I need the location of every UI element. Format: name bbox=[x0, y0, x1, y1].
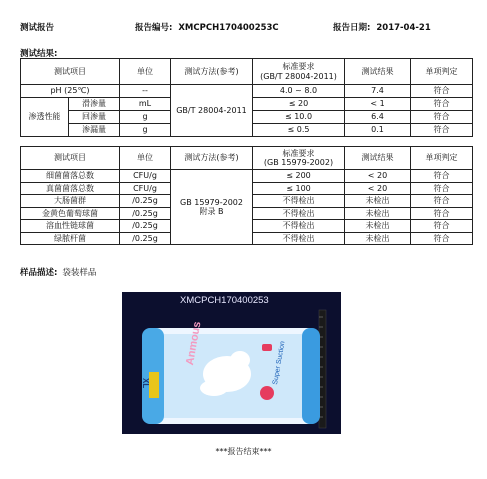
diaper-package-image bbox=[122, 292, 341, 434]
row-item: 细菌菌落总数 bbox=[21, 170, 120, 183]
report-number: XMCPCH170400253C bbox=[178, 23, 279, 33]
row-method bbox=[171, 170, 253, 245]
col-header-unit: 单位 bbox=[120, 59, 171, 85]
row-unit: /0.25g bbox=[120, 195, 171, 208]
col-header-requirement bbox=[253, 59, 345, 85]
sample-text: 袋装样品 bbox=[62, 268, 97, 278]
sample-photo bbox=[122, 292, 341, 434]
row-requirement: 不得检出 bbox=[253, 207, 345, 220]
col-header-item: 测试项目 bbox=[21, 59, 120, 85]
col-header-requirement bbox=[253, 147, 345, 170]
row-verdict: 符合 bbox=[411, 195, 473, 208]
row-unit: /0.25g bbox=[120, 220, 171, 233]
row-item: 大肠菌群 bbox=[21, 195, 120, 208]
row-verdict: 符合 bbox=[411, 220, 473, 233]
col-header-item: 测试项目 bbox=[21, 147, 120, 170]
row-result: < 20 bbox=[345, 170, 411, 183]
results-table-physical bbox=[20, 58, 473, 137]
row-verdict: 符合 bbox=[411, 124, 473, 137]
row-item: 溶血性链球菌 bbox=[21, 220, 120, 233]
row-requirement: ≤ 100 bbox=[253, 182, 345, 195]
row-item: 回渗量 bbox=[69, 111, 120, 124]
row-unit: -- bbox=[120, 85, 171, 98]
report-title: 测试报告 bbox=[20, 23, 55, 33]
package-size: XL bbox=[141, 378, 150, 389]
col-header-unit: 单位 bbox=[120, 147, 171, 170]
table-header-row bbox=[21, 59, 473, 85]
row-requirement: ≤ 20 bbox=[253, 98, 345, 111]
row-requirement: ≤ 200 bbox=[253, 170, 345, 183]
results-table-microbial bbox=[20, 146, 473, 245]
row-verdict: 符合 bbox=[411, 232, 473, 245]
row-result: 6.4 bbox=[345, 111, 411, 124]
col-header-verdict: 单项判定 bbox=[411, 59, 473, 85]
row-requirement: ≤ 10.0 bbox=[253, 111, 345, 124]
col-header-result: 测试结果 bbox=[345, 59, 411, 85]
report-date-block bbox=[333, 21, 431, 33]
method-line-1: GB 15979-2002 bbox=[180, 197, 243, 207]
row-result: 未检出 bbox=[345, 207, 411, 220]
row-requirement: 不得检出 bbox=[253, 220, 345, 233]
row-item: 渗漏量 bbox=[69, 124, 120, 137]
requirement-label: 标准要求 bbox=[282, 62, 315, 72]
report-number-label: 报告编号: bbox=[135, 23, 173, 33]
sample-label: 样品描述: bbox=[20, 268, 58, 278]
table-row bbox=[21, 170, 473, 183]
row-group: 渗透性能 bbox=[21, 98, 69, 137]
row-result: 0.1 bbox=[345, 124, 411, 137]
row-verdict: 符合 bbox=[411, 182, 473, 195]
report-end-marker: ***报告结束*** bbox=[215, 447, 272, 456]
col-header-verdict: 单项判定 bbox=[411, 147, 473, 170]
col-header-method: 测试方法(参考) bbox=[171, 59, 253, 85]
row-item: 滑渗量 bbox=[69, 98, 120, 111]
row-verdict: 符合 bbox=[411, 170, 473, 183]
row-verdict: 符合 bbox=[411, 207, 473, 220]
package-tagline: Super Suction bbox=[272, 340, 287, 386]
row-result: 未检出 bbox=[345, 195, 411, 208]
row-item: 绿脓杆菌 bbox=[21, 232, 120, 245]
row-result: < 20 bbox=[345, 182, 411, 195]
row-unit: /0.25g bbox=[120, 207, 171, 220]
row-item: 金黄色葡萄球菌 bbox=[21, 207, 120, 220]
row-item: 真菌菌落总数 bbox=[21, 182, 120, 195]
row-unit: CFU/g bbox=[120, 170, 171, 183]
row-unit: mL bbox=[120, 98, 171, 111]
report-date-label: 报告日期: bbox=[333, 23, 371, 33]
method-line-2: 附录 B bbox=[199, 207, 224, 216]
requirement-standard: (GB/T 28004-2011) bbox=[260, 71, 337, 81]
col-header-method: 测试方法(参考) bbox=[171, 147, 253, 170]
requirement-label: 标准要求 bbox=[282, 148, 315, 158]
row-unit: CFU/g bbox=[120, 182, 171, 195]
table-header-row bbox=[21, 147, 473, 170]
row-unit: g bbox=[120, 124, 171, 137]
row-item: pH (25℃) bbox=[21, 85, 120, 98]
row-requirement: ≤ 0.5 bbox=[253, 124, 345, 137]
report-number-block bbox=[135, 21, 279, 33]
row-result: < 1 bbox=[345, 98, 411, 111]
photo-sample-id: XMCPCH170400253 bbox=[180, 295, 269, 306]
col-header-result: 测试结果 bbox=[345, 147, 411, 170]
row-result: 未检出 bbox=[345, 232, 411, 245]
row-verdict: 符合 bbox=[411, 111, 473, 124]
sample-description bbox=[20, 266, 96, 278]
requirement-standard: (GB 15979-2002) bbox=[263, 158, 334, 167]
row-result: 7.4 bbox=[345, 85, 411, 98]
row-method: GB/T 28004-2011 bbox=[171, 85, 253, 137]
report-date: 2017-04-21 bbox=[376, 23, 431, 33]
row-requirement: 不得检出 bbox=[253, 195, 345, 208]
row-unit: g bbox=[120, 111, 171, 124]
table-row bbox=[21, 85, 473, 98]
row-requirement: 不得检出 bbox=[253, 232, 345, 245]
row-verdict: 符合 bbox=[411, 85, 473, 98]
package-brand: Anmous bbox=[184, 320, 204, 367]
row-verdict: 符合 bbox=[411, 98, 473, 111]
results-heading: 测试结果: bbox=[20, 49, 58, 59]
row-result: 未检出 bbox=[345, 220, 411, 233]
row-requirement: 4.0 ~ 8.0 bbox=[253, 85, 345, 98]
row-unit: /0.25g bbox=[120, 232, 171, 245]
